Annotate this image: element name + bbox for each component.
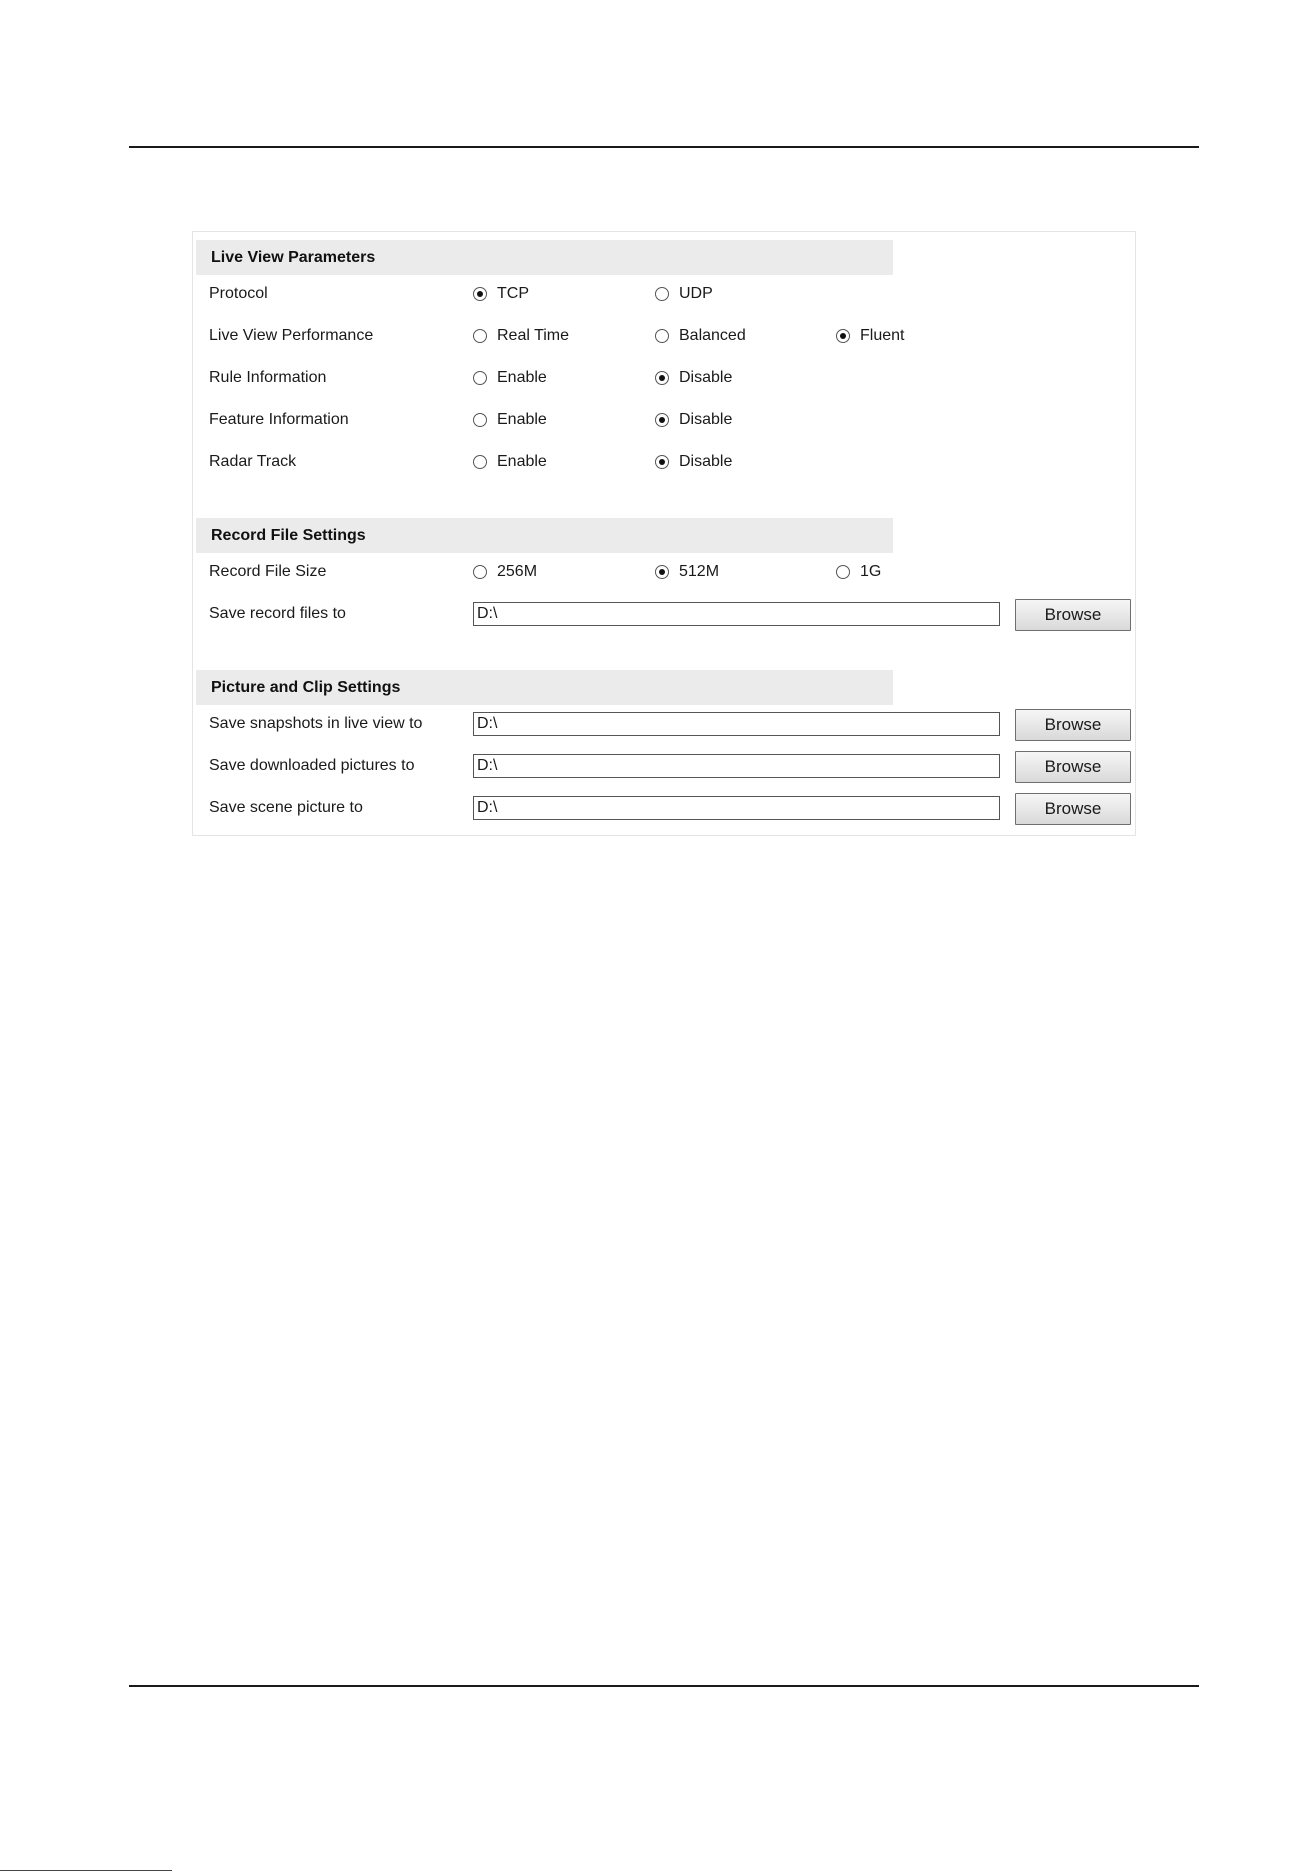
feature-info-enable-radio[interactable]	[473, 413, 487, 427]
rule-info-enable-label: Enable	[497, 369, 547, 386]
rule-info-label: Rule Information	[209, 369, 327, 386]
performance-realtime-option[interactable]	[473, 321, 569, 351]
radar-track-label: Radar Track	[209, 453, 297, 470]
record-size-256m-option[interactable]	[473, 557, 537, 587]
section-header-live-view: Live View Parameters	[196, 240, 893, 275]
performance-balanced-option[interactable]	[655, 321, 746, 351]
radar-track-enable-option[interactable]	[473, 447, 547, 477]
scene-path-label: Save scene picture to	[209, 799, 363, 816]
feature-info-disable-option[interactable]	[655, 405, 732, 435]
feature-info-disable-label: Disable	[679, 411, 733, 428]
downloaded-browse-button[interactable]: Browse	[1015, 751, 1131, 783]
record-size-256m-radio[interactable]	[473, 565, 487, 579]
protocol-udp-label: UDP	[679, 285, 713, 302]
section-header-picture-clip: Picture and Clip Settings	[196, 670, 893, 705]
protocol-tcp-option[interactable]	[473, 279, 529, 309]
performance-row	[193, 321, 1135, 351]
record-size-512m-radio[interactable]	[655, 565, 669, 579]
scene-path-input[interactable]	[473, 796, 1000, 820]
radar-track-enable-label: Enable	[497, 453, 547, 470]
rule-info-enable-radio[interactable]	[473, 371, 487, 385]
protocol-row	[193, 279, 1135, 309]
performance-fluent-label: Fluent	[860, 327, 905, 344]
record-path-browse-button[interactable]: Browse	[1015, 599, 1131, 631]
protocol-tcp-radio[interactable]	[473, 287, 487, 301]
rule-info-enable-option[interactable]	[473, 363, 547, 393]
footer-rule	[129, 1685, 1199, 1687]
performance-realtime-label: Real Time	[497, 327, 570, 344]
record-size-1g-label: 1G	[860, 563, 882, 580]
local-config-panel	[192, 231, 1136, 836]
radar-track-disable-label: Disable	[679, 453, 733, 470]
snapshots-path-input[interactable]	[473, 712, 1000, 736]
section-header-record-file: Record File Settings	[196, 518, 893, 553]
protocol-udp-option[interactable]	[655, 279, 713, 309]
feature-info-row	[193, 405, 1135, 435]
rule-info-row	[193, 363, 1135, 393]
header-rule	[129, 146, 1199, 148]
rule-info-disable-label: Disable	[679, 369, 733, 386]
record-size-1g-radio[interactable]	[836, 565, 850, 579]
performance-balanced-label: Balanced	[679, 327, 746, 344]
record-size-256m-label: 256M	[497, 563, 538, 580]
protocol-label: Protocol	[209, 285, 268, 302]
record-size-512m-label: 512M	[679, 563, 720, 580]
downloaded-path-input[interactable]	[473, 754, 1000, 778]
record-size-1g-option[interactable]	[836, 557, 881, 587]
snapshots-path-row	[193, 709, 1135, 741]
record-path-row	[193, 599, 1135, 631]
protocol-udp-radio[interactable]	[655, 287, 669, 301]
downloaded-path-label: Save downloaded pictures to	[209, 757, 415, 774]
protocol-tcp-label: TCP	[497, 285, 529, 302]
scene-path-row	[193, 793, 1135, 825]
record-size-row	[193, 557, 1135, 587]
performance-label: Live View Performance	[209, 327, 374, 344]
record-size-label: Record File Size	[209, 563, 327, 580]
feature-info-label: Feature Information	[209, 411, 349, 428]
record-path-label: Save record files to	[209, 605, 346, 622]
radar-track-disable-option[interactable]	[655, 447, 732, 477]
feature-info-enable-option[interactable]	[473, 405, 547, 435]
snapshots-path-label: Save snapshots in live view to	[209, 715, 423, 732]
radar-track-disable-radio[interactable]	[655, 455, 669, 469]
record-path-input[interactable]	[473, 602, 1000, 626]
radar-track-enable-radio[interactable]	[473, 455, 487, 469]
snapshots-browse-button[interactable]: Browse	[1015, 709, 1131, 741]
record-size-512m-option[interactable]	[655, 557, 719, 587]
scene-browse-button[interactable]: Browse	[1015, 793, 1131, 825]
page-edge-line	[0, 1870, 172, 1871]
downloaded-path-row	[193, 751, 1135, 783]
feature-info-disable-radio[interactable]	[655, 413, 669, 427]
radar-track-row	[193, 447, 1135, 477]
rule-info-disable-radio[interactable]	[655, 371, 669, 385]
feature-info-enable-label: Enable	[497, 411, 547, 428]
performance-fluent-option[interactable]	[836, 321, 904, 351]
performance-realtime-radio[interactable]	[473, 329, 487, 343]
rule-info-disable-option[interactable]	[655, 363, 732, 393]
performance-balanced-radio[interactable]	[655, 329, 669, 343]
performance-fluent-radio[interactable]	[836, 329, 850, 343]
